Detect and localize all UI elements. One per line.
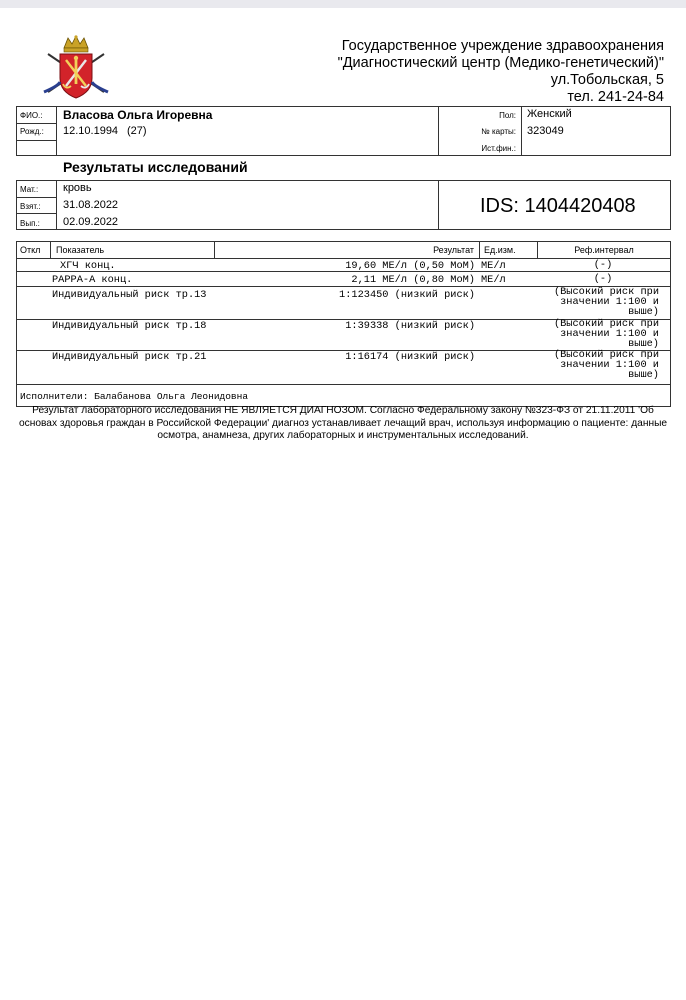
- header-result: Результат: [433, 245, 474, 255]
- section-title: Результаты исследований: [63, 159, 248, 175]
- patient-name: Власова Ольга Игоревна: [63, 108, 213, 122]
- row-result: 1:16174 (низкий риск): [345, 351, 475, 363]
- row-unit: МЕ/л: [481, 274, 506, 286]
- divider: [214, 241, 215, 258]
- row-indicator: ХГЧ конц.: [60, 260, 116, 272]
- row-indicator: Индивидуальный риск тр.13: [52, 289, 207, 301]
- row-ref: (-): [593, 259, 613, 271]
- divider: [56, 180, 57, 230]
- header-indicator: Показатель: [56, 245, 105, 255]
- row-indicator: Индивидуальный риск тр.18: [52, 320, 207, 332]
- material-value: кровь: [63, 182, 92, 194]
- issued-date: 02.09.2022: [63, 216, 119, 228]
- table-header-divider: [16, 258, 671, 259]
- row-ref: (Высокий риск при значении 1:100 и выше): [553, 349, 659, 381]
- row-ref: (Высокий риск при значении 1:100 и выше): [553, 286, 659, 318]
- row-unit: МЕ/л: [481, 260, 506, 272]
- divider: [537, 241, 538, 258]
- divider: [438, 106, 439, 156]
- material-label: Мат.:: [20, 185, 39, 194]
- divider: [16, 213, 56, 214]
- fio-label: ФИО.:: [20, 111, 43, 120]
- card-label: № карты:: [481, 127, 516, 136]
- header-otkl: Откл: [20, 245, 41, 255]
- row-result: 1:123450 (низкий риск): [339, 289, 475, 301]
- row-indicator: PAPPA-A конц.: [52, 274, 133, 286]
- row-result: 1:39338 (низкий риск): [345, 320, 475, 332]
- divider: [16, 140, 56, 141]
- birth-label: Рожд.:: [20, 127, 44, 136]
- patient-age: (27): [127, 125, 147, 137]
- org-address: ул.Тобольская, 5: [550, 72, 664, 88]
- taken-label: Взят.:: [20, 202, 41, 211]
- ids-number: IDS: 1404420408: [480, 195, 636, 217]
- org-name-line: Государственное учреждение здравоохранения: [341, 38, 664, 54]
- disclaimer: Результат лабораторного исследования НЕ ЯВЛЯЕТСЯ ДИАГНОЗОМ. Согласно Федеральному закону №323-ФЗ от 21.11.2011 'Об основах здоровья граждан в Российской Федерации' диагноз устанавливает лечащий врач, используя информацию о пациенте: данные осмотра, анамнеза, других лабораторных и инструментальных исследований.: [18, 405, 668, 441]
- divider: [56, 106, 57, 156]
- row-ref: (-): [593, 273, 613, 285]
- table-footer-divider: [16, 384, 671, 385]
- card-number: 323049: [527, 125, 564, 137]
- row-result: 19,60 МЕ/л (0,50 МоМ): [345, 260, 475, 272]
- divider: [50, 241, 51, 258]
- row-ref: (Высокий риск при значении 1:100 и выше): [553, 318, 659, 350]
- header-unit: Ед.изм.: [484, 245, 516, 255]
- divider: [670, 106, 671, 140]
- issued-label: Вып.:: [20, 219, 40, 228]
- divider: [16, 123, 56, 124]
- history-label: Ист.фин.:: [481, 144, 516, 153]
- performers: Исполнители: Балабанова Ольга Леонидовна: [20, 391, 249, 402]
- row-indicator: Индивидуальный риск тр.21: [52, 351, 207, 363]
- top-edge-bar: [0, 0, 686, 8]
- org-name-line: "Диагностический центр (Медико-генетический)": [337, 55, 664, 71]
- divider: [521, 106, 522, 156]
- taken-date: 31.08.2022: [63, 199, 119, 211]
- org-phone: тел. 241-24-84: [567, 89, 664, 105]
- row-result: 2,11 МЕ/л (0,80 МоМ): [351, 274, 475, 286]
- organization-header: [338, 38, 664, 106]
- patient-sex: Женский: [527, 108, 572, 120]
- divider: [479, 241, 480, 258]
- coat-of-arms-icon: [38, 34, 114, 100]
- sex-label: Пол:: [499, 111, 516, 120]
- divider: [16, 197, 56, 198]
- birth-date: 12.10.1994: [63, 125, 119, 137]
- divider: [438, 180, 439, 230]
- header-ref: Реф.интервал: [574, 245, 634, 255]
